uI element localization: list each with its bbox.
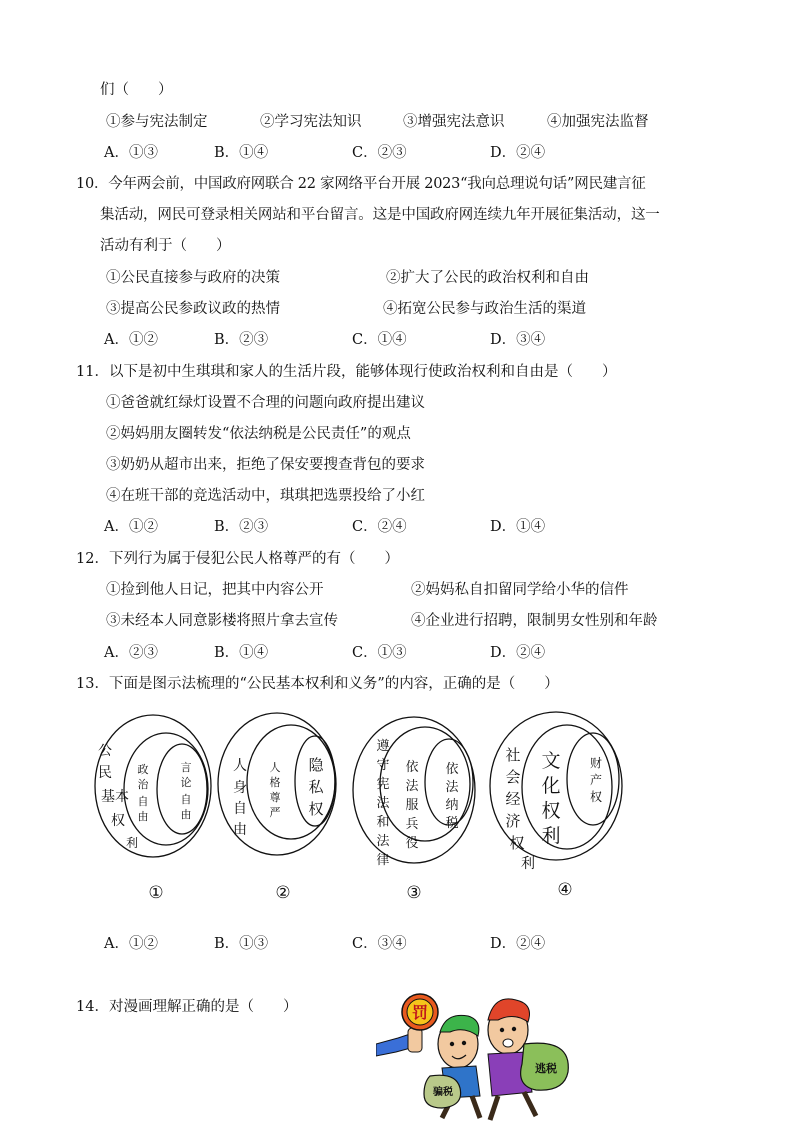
diagram-1-outer-char: 公	[98, 743, 112, 759]
diagram-3-middle-char: 法	[405, 779, 419, 794]
q14-cartoon	[376, 992, 572, 1123]
diagram-4-inner-char: 权	[589, 790, 603, 804]
diagram-3-middle-char: 服	[405, 798, 419, 813]
diagram-4-outer-char: 权	[509, 834, 525, 852]
q10-stem-line-1: 10．今年两会前，中国政府网联合 22 家网络平台开展 2023“我向总理说句话”网民建言征	[76, 176, 646, 192]
q10-item-1: ①公民直接参与政府的决策	[106, 270, 280, 286]
diagram-1-middle-char: 政	[137, 763, 149, 776]
diagram-3-inner-char: 纳	[445, 798, 459, 813]
diagram-4-outer-char: 利	[521, 856, 535, 872]
q10-items-row-1	[106, 268, 706, 288]
q9-item-4: ④加强宪法监督	[547, 114, 649, 130]
q10-item-2: ②扩大了公民的政治权利和自由	[386, 270, 589, 286]
q9-stem-tail: 们（ ）	[100, 82, 173, 98]
diagram-3-middle-char: 兵	[405, 817, 419, 832]
diagram-3-inner-char: 依	[445, 762, 459, 777]
diagram-2-number: ②	[275, 883, 291, 903]
q11-option-b[interactable]: B．②③	[214, 519, 269, 535]
diagram-4-number: ④	[557, 880, 573, 900]
q12-item-2: ②妈妈私自扣留同学给小华的信件	[411, 582, 629, 598]
q12-item-3: ③未经本人同意影楼将照片拿去宣传	[106, 613, 338, 629]
diagram-1-outer-char: 利	[125, 836, 139, 850]
diagram-3-middle-char: 依	[405, 760, 419, 775]
q9-item-3: ③增强宪法意识	[403, 114, 505, 130]
q12-items-row-1	[106, 580, 726, 600]
diagram-1-outer-char: 民	[98, 765, 112, 781]
q12-option-c[interactable]: C．①③	[352, 645, 407, 661]
diagram-2-middle-char: 人	[269, 761, 281, 774]
q10-item-3: ③提高公民参政议政的热情	[106, 301, 280, 317]
q13-stem: 13．下面是图示法梳理的“公民基本权利和义务”的内容，正确的是（ ）	[76, 676, 559, 692]
q11-option-c[interactable]: C．②④	[352, 519, 407, 535]
q13-option-c[interactable]: C．③④	[352, 936, 407, 952]
diagram-2-inner-char: 隐	[308, 756, 324, 774]
diagram-1-inner-char: 论	[180, 776, 192, 789]
q13-option-b[interactable]: B．①③	[214, 936, 269, 952]
q11-item-1: ①爸爸就红绿灯设置不合理的问题向政府提出建议	[106, 395, 425, 411]
q10-option-d[interactable]: D．③④	[490, 332, 546, 348]
cartoon-bag-1-label: 逃税	[535, 1062, 557, 1075]
q10-option-c[interactable]: C．①④	[352, 332, 407, 348]
q12-option-a[interactable]: A．②③	[104, 645, 158, 661]
q10-option-a[interactable]: A．①②	[104, 332, 158, 348]
diagram-3-outer-char: 遵	[376, 739, 390, 754]
diagram-2-inner-char: 私	[308, 778, 324, 796]
diagram-2-outer-char: 人	[233, 758, 247, 774]
diagram-1-number: ①	[148, 883, 164, 903]
cartoon-illustration	[376, 992, 572, 1123]
q10-option-b[interactable]: B．②③	[214, 332, 269, 348]
diagram-4-middle-char: 权	[541, 800, 561, 822]
diagram-3-inner-char: 法	[445, 780, 459, 795]
q10-item-4: ④拓宽公民参与政治生活的渠道	[383, 301, 586, 317]
q11-option-a[interactable]: A．①②	[104, 519, 158, 535]
q11-stem: 11．以下是初中生琪琪和家人的生活片段，能够体现行使政治权利和自由是（ ）	[76, 364, 617, 380]
diagram-3-middle-char: 役	[405, 836, 419, 851]
q9-option-a[interactable]: A．①③	[104, 145, 158, 161]
q11-item-3: ③奶奶从超市出来，拒绝了保安要搜查背包的要求	[106, 457, 425, 473]
q12-options	[104, 643, 604, 663]
q11-option-d[interactable]: D．①④	[490, 519, 546, 535]
diagram-1-middle-char: 治	[137, 778, 149, 791]
q10-stem-line-3: 活动有利于（ ）	[100, 238, 231, 254]
q14-stem: 14．对漫画理解正确的是（ ）	[76, 999, 298, 1015]
diagram-4-middle-char: 化	[541, 775, 561, 797]
q9-item-1: ①参与宪法制定	[106, 114, 208, 130]
diagram-2-outer-char: 由	[233, 822, 247, 838]
diagram-3-outer-char: 守	[376, 758, 390, 773]
diagram-3-outer-char: 法	[376, 834, 390, 849]
q13-option-d[interactable]: D．②④	[490, 936, 546, 952]
q12-item-1: ①捡到他人日记，把其中内容公开	[106, 582, 324, 598]
diagram-2-middle-char: 格	[269, 776, 281, 789]
diagram-1-inner-char: 自	[180, 793, 192, 806]
cartoon-sign-text: 罚	[411, 1003, 429, 1022]
diagram-1-outer-circle	[95, 715, 211, 857]
q12-item-4: ④企业进行招聘，限制男女性别和年龄	[411, 613, 658, 629]
q9-option-c[interactable]: C．②③	[352, 145, 407, 161]
q11-options	[104, 517, 604, 537]
diagram-1-outer-char: 权	[111, 813, 125, 829]
diagram-4-outer-char: 济	[505, 812, 521, 830]
diagram-1-inner-char: 言	[180, 761, 192, 774]
q10-items-row-2	[106, 299, 706, 319]
q13-options	[104, 934, 604, 954]
diagram-3-inner-char: 税	[445, 816, 459, 831]
diagram-1-inner-char: 由	[180, 808, 192, 821]
q9-items	[106, 112, 706, 132]
diagram-1-outer-char: 基本	[101, 789, 129, 805]
cartoon-hand	[408, 1028, 422, 1052]
diagram-3-outer-char: 和	[376, 815, 390, 830]
q10-stem-line-2: 集活动，网民可登录相关网站和平台留言。这是中国政府网连续九年开展征集活动，这一	[100, 207, 660, 223]
diagram-4-inner-char: 产	[589, 773, 603, 787]
diagram-4-middle-char: 利	[541, 825, 561, 847]
diagram-4-outer-char: 经	[505, 790, 521, 808]
q11-item-4: ④在班干部的竞选活动中，琪琪把选票投给了小红	[106, 488, 425, 504]
diagram-4-outer-char: 社	[505, 746, 521, 764]
q13-diagrams	[0, 700, 794, 910]
diagram-2-outer-char: 身	[233, 780, 247, 796]
diagram-4-middle-char: 文	[541, 750, 561, 772]
diagram-3-outer-char: 律	[376, 853, 390, 868]
diagram-2-middle-char: 尊	[269, 791, 281, 804]
q9-item-2: ②学习宪法知识	[260, 114, 362, 130]
q11-item-2: ②妈妈朋友圈转发“依法纳税是公民责任”的观点	[106, 426, 411, 442]
cartoon-bag-2-label: 骗税	[433, 1087, 453, 1098]
diagram-2-middle-char: 严	[269, 806, 281, 819]
q12-option-b[interactable]: B．①④	[214, 645, 269, 661]
diagram-1-middle-char: 由	[137, 810, 149, 823]
diagram-4-outer-char: 会	[505, 768, 521, 786]
diagram-3-outer-char: 法	[376, 796, 390, 811]
q10-options	[104, 330, 604, 350]
q12-stem: 12．下列行为属于侵犯公民人格尊严的有（ ）	[76, 551, 399, 567]
diagram-4-inner-char: 财	[589, 756, 603, 770]
q12-option-d[interactable]: D．②④	[490, 645, 546, 661]
diagram-1-middle-char: 自	[137, 795, 149, 808]
diagram-2-outer-char: 自	[233, 801, 247, 817]
diagram-3-outer-char: 宪	[376, 777, 390, 792]
q9-options	[104, 143, 604, 163]
q13-option-a[interactable]: A．①②	[104, 936, 158, 952]
q9-option-b[interactable]: B．①④	[214, 145, 269, 161]
q9-option-d[interactable]: D．②④	[490, 145, 546, 161]
diagram-3-number: ③	[406, 883, 422, 903]
q12-items-row-2	[106, 611, 726, 631]
diagram-2-inner-char: 权	[308, 800, 324, 818]
